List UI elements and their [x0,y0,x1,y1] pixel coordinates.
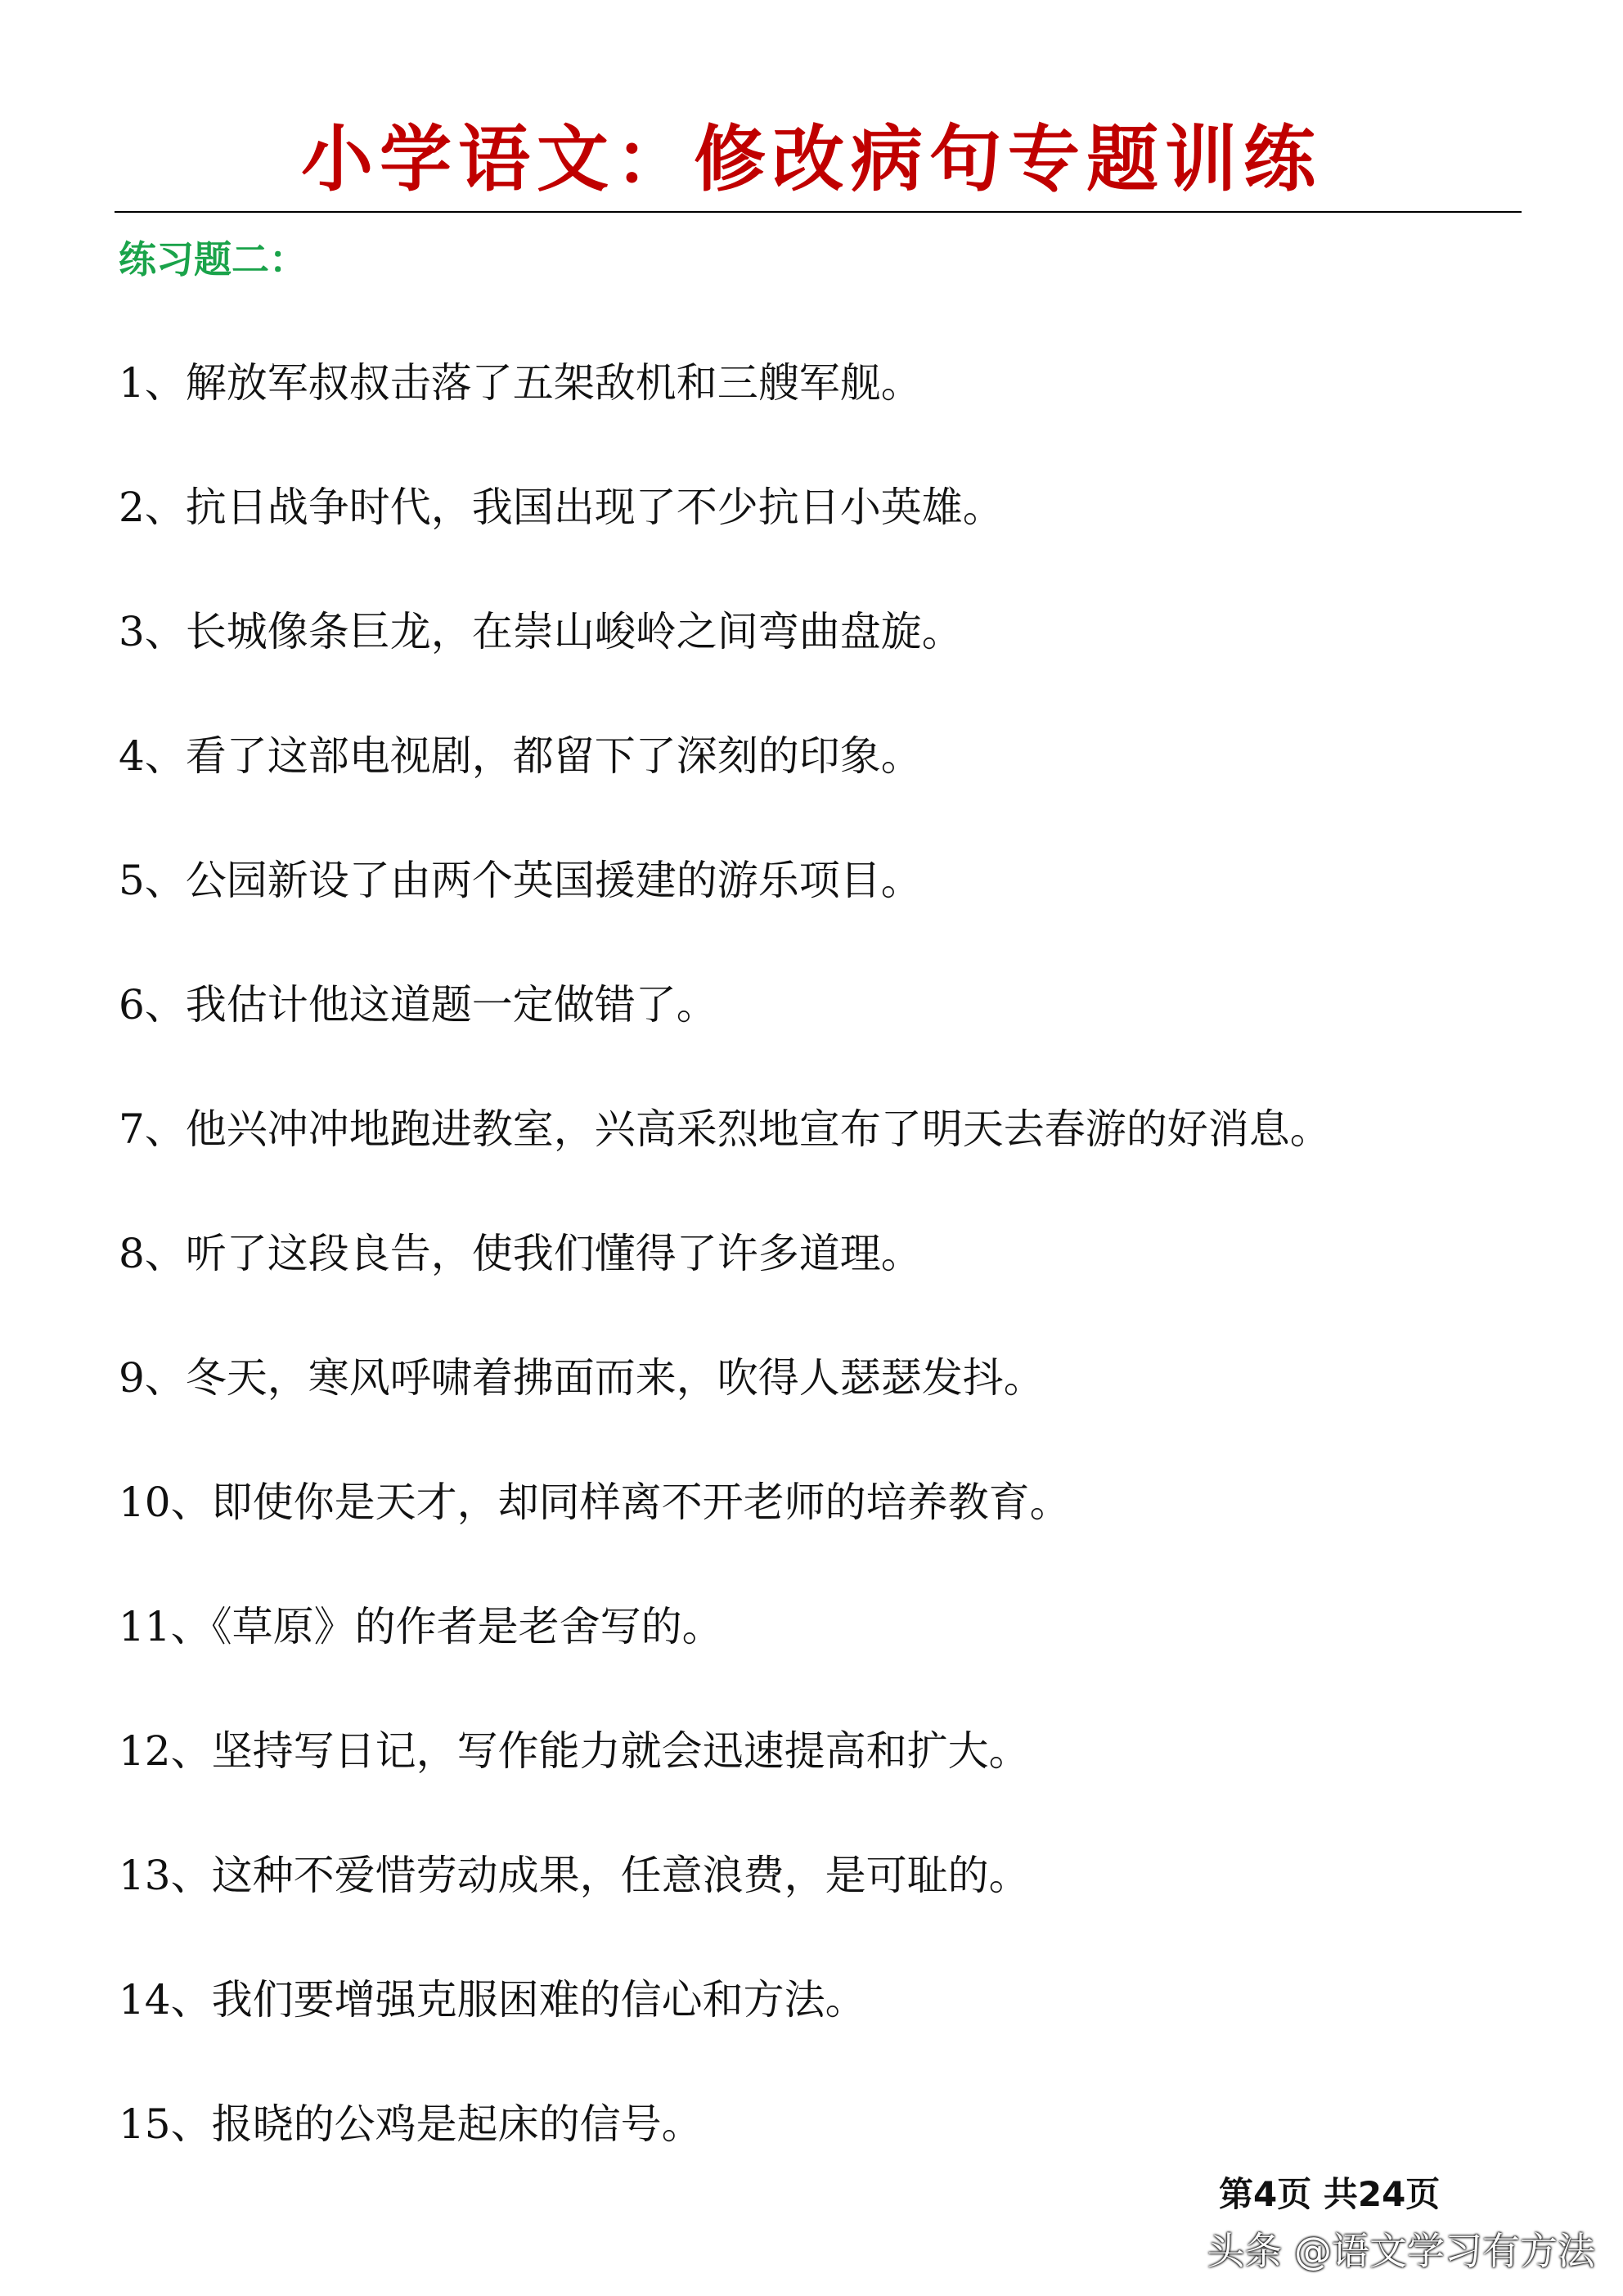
exercise-item: 15、报晓的公鸡是起床的信号。 [119,2100,703,2148]
title-divider [115,211,1522,213]
exercise-item: 8、听了这段良告，使我们懂得了许多道理。 [119,1230,922,1277]
exercise-item: 10、即使你是天才，却同样离不开老师的培养教育。 [119,1479,1071,1526]
section-heading: 练习题二： [119,237,307,281]
exercise-item: 13、这种不爱惜劳动成果，任意浪费，是可耻的。 [119,1852,1030,1899]
exercise-item: 9、冬天，寒风呼啸着拂面而来，吹得人瑟瑟发抖。 [119,1354,1045,1402]
exercise-item: 5、公园新设了由两个英国援建的游乐项目。 [119,857,922,904]
exercise-item: 11、《草原》的作者是老舍写的。 [119,1603,723,1650]
exercise-item: 2、抗日战争时代，我国出现了不少抗日小英雄。 [119,484,1004,531]
page-number: 第4页 共24页 [1219,2174,1441,2214]
exercise-item: 7、他兴冲冲地跑进教室，兴高采烈地宣布了明天去春游的好消息。 [119,1105,1331,1153]
exercise-item: 6、我估计他这道题一定做错了。 [119,981,717,1029]
exercise-item: 3、长城像条巨龙，在崇山峻岭之间弯曲盘旋。 [119,608,963,655]
exercise-item: 12、坚持写日记，写作能力就会迅速提高和扩大。 [119,1727,1030,1775]
exercise-item: 4、看了这部电视剧，都留下了深刻的印象。 [119,732,922,780]
exercise-item: 14、我们要增强克服困难的信心和方法。 [119,1976,866,2024]
document-title: 小学语文：修改病句专题训练 [300,117,1322,201]
source-watermark: 头条 @语文学习有方法 [1207,2229,1595,2273]
exercise-list [119,342,1509,2208]
exercise-item: 1、解放军叔叔击落了五架敌机和三艘军舰。 [119,359,922,407]
